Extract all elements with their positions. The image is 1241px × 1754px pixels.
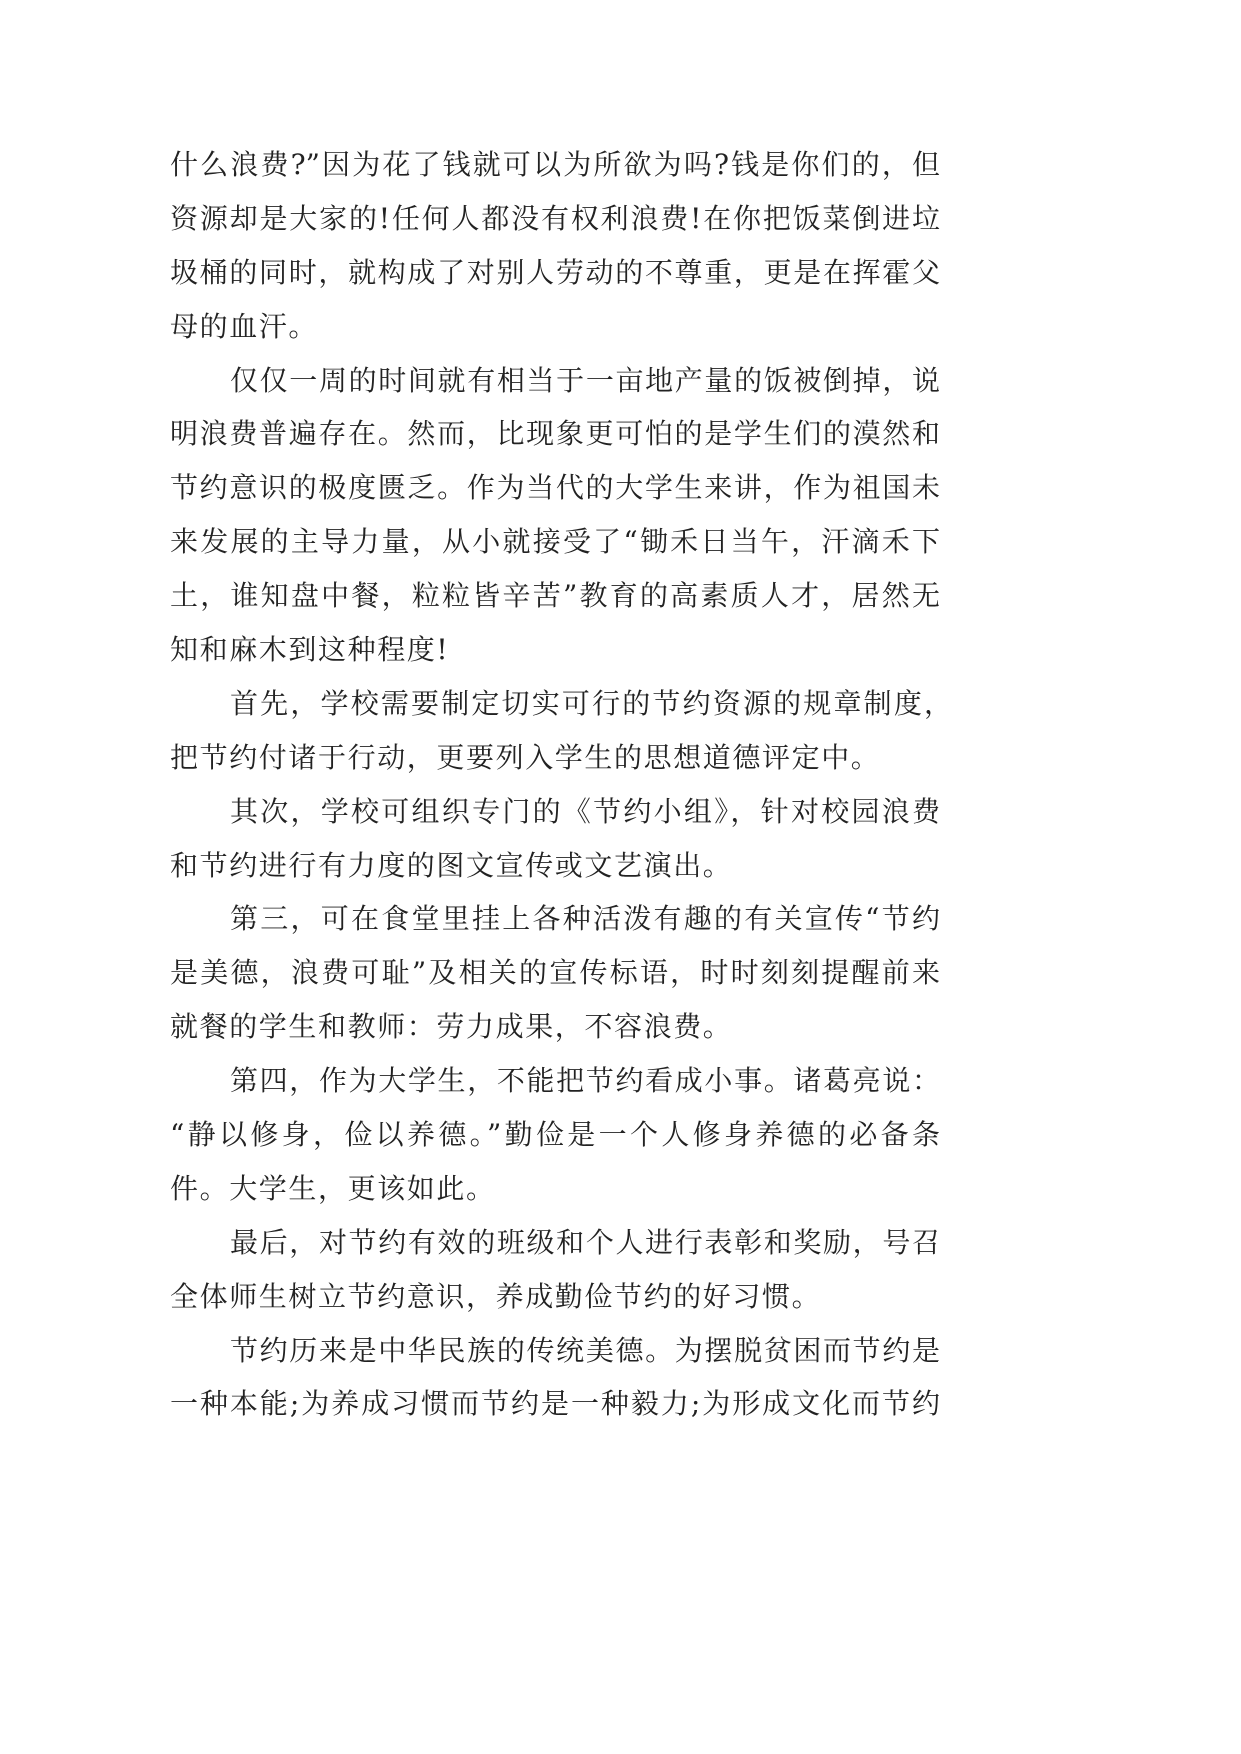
text-line: 就餐的学生和教师：劳力成果，不容浪费。 xyxy=(170,1010,733,1044)
text-line: 全体师生树立节约意识，养成勤俭节约的好习惯。 xyxy=(170,1279,822,1313)
paragraph xyxy=(170,677,970,785)
text-line: 圾桶的同时，就构成了对别人劳动的不尊重，更是在挥霍父 xyxy=(170,255,940,289)
text-line: 来发展的主导力量，从小就接受了“锄禾日当午，汗滴禾下 xyxy=(170,525,940,559)
text-line: 节约历来是中华民族的传统美德。为摆脱贫困而节约是 xyxy=(230,1333,940,1367)
text-line: 仅仅一周的时间就有相当于一亩地产量的饭被倒掉，说 xyxy=(230,363,940,397)
paragraph xyxy=(170,1216,970,1324)
paragraph xyxy=(170,892,970,1054)
text-line: 其次，学校可组织专门的《节约小组》，针对校园浪费 xyxy=(230,794,940,828)
paragraph xyxy=(170,1054,970,1216)
text-line: 是美德，浪费可耻”及相关的宣传标语，时时刻刻提醒前来 xyxy=(170,956,940,990)
text-line: 首先，学校需要制定切实可行的节约资源的规章制度， xyxy=(230,686,952,720)
text-line: 资源却是大家的!任何人都没有权利浪费!在你把饭菜倒进垃 xyxy=(170,201,940,235)
paragraph xyxy=(170,785,970,893)
text-line: 母的血汗。 xyxy=(170,309,319,343)
text-line: 明浪费普遍存在。然而，比现象更可怕的是学生们的漠然和 xyxy=(170,417,940,451)
paragraph xyxy=(170,1324,970,1432)
text-line: 把节约付诸于行动，更要列入学生的思想道德评定中。 xyxy=(170,740,881,774)
document-body xyxy=(170,138,970,1431)
text-line: 件。大学生，更该如此。 xyxy=(170,1171,496,1205)
text-line: 第三，可在食堂里挂上各种活泼有趣的有关宣传“节约 xyxy=(230,902,940,936)
text-line: 一种本能;为养成习惯而节约是一种毅力;为形成文化而节约 xyxy=(170,1387,940,1421)
paragraph xyxy=(170,138,970,354)
text-line: 什么浪费?”因为花了钱就可以为所欲为吗?钱是你们的，但 xyxy=(170,148,940,181)
text-line: “静以修身，俭以养德。”勤俭是一个人修身养德的必备条 xyxy=(170,1118,940,1152)
paragraph xyxy=(170,354,970,677)
text-line: 知和麻木到这种程度! xyxy=(170,633,450,667)
text-line: 土，谁知盘中餐，粒粒皆辛苦”教育的高素质人才，居然无 xyxy=(170,579,940,613)
text-line: 节约意识的极度匮乏。作为当代的大学生来讲，作为祖国未 xyxy=(170,471,940,505)
text-line: 最后，对节约有效的班级和个人进行表彰和奖励，号召 xyxy=(230,1225,940,1259)
text-line: 第四，作为大学生，不能把节约看成小事。诸葛亮说： xyxy=(230,1064,940,1098)
text-line: 和节约进行有力度的图文宣传或文艺演出。 xyxy=(170,848,733,882)
